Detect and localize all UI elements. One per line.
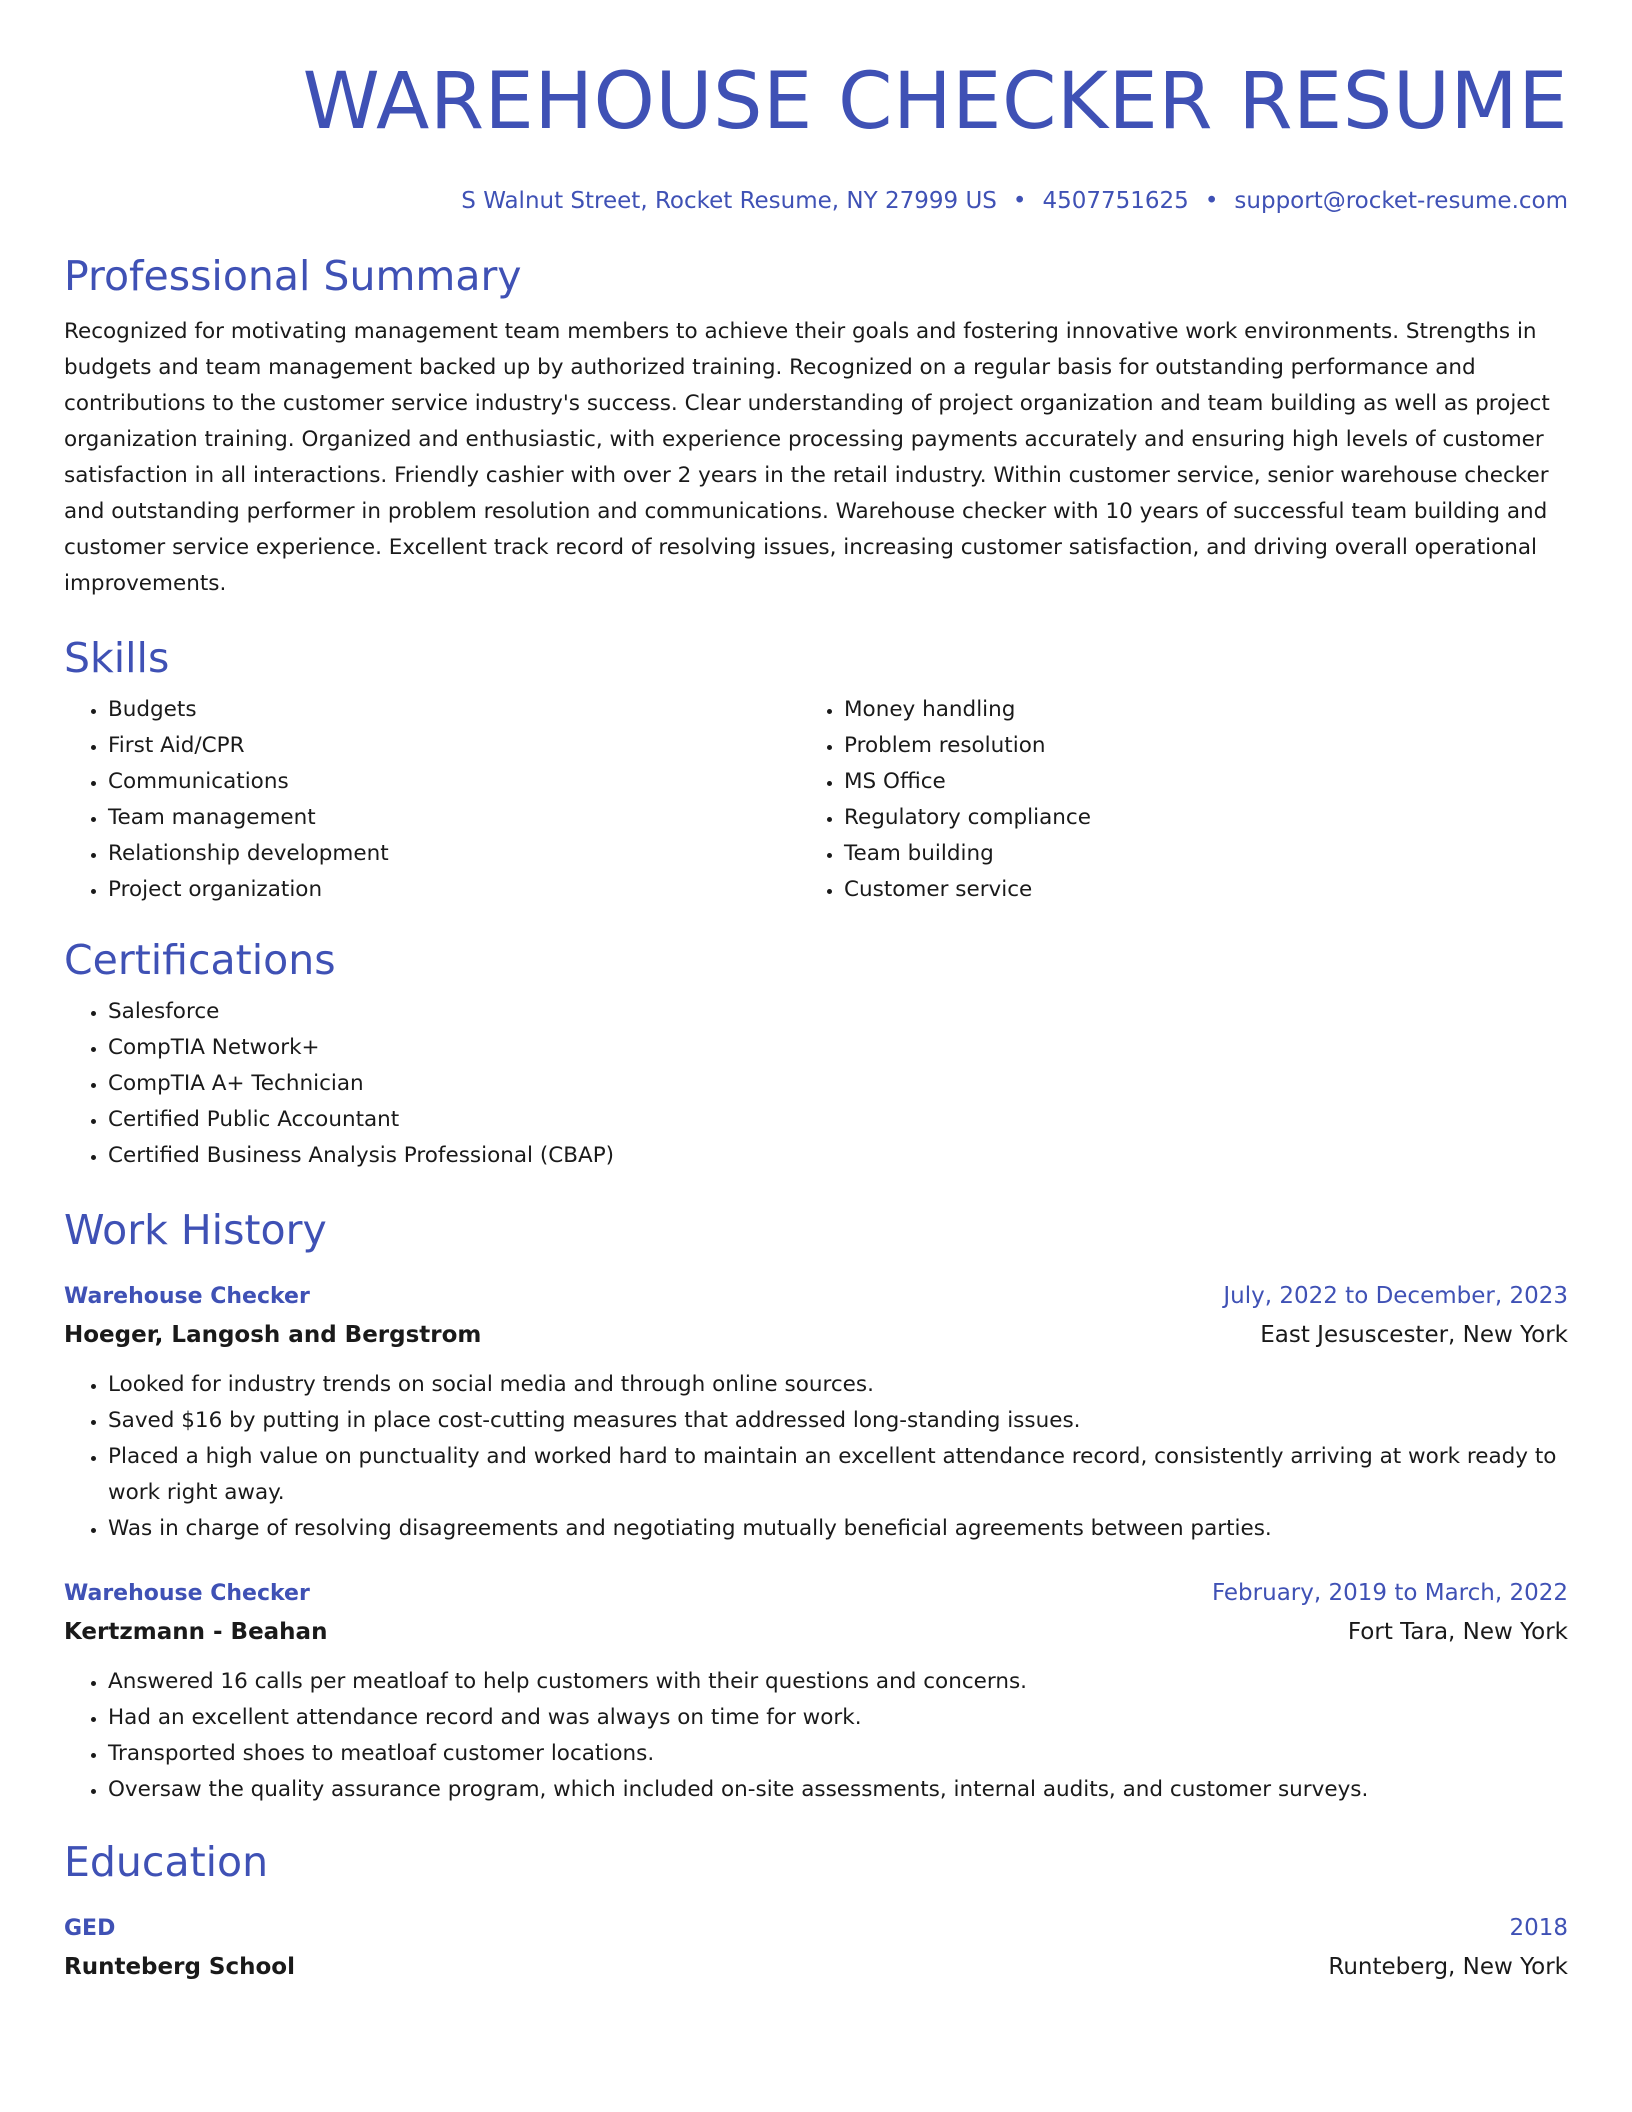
education-location: Runteberg, New York	[1328, 1954, 1568, 1980]
job-bullet: • Saved $16 by putting in place cost-cutting measures that addressed long-standing issues.	[108, 1403, 1568, 1439]
contact-email: support@rocket-resume.com	[1234, 188, 1568, 214]
education-year: 2018	[1509, 1915, 1568, 1941]
professional-summary-section	[64, 250, 1568, 602]
skill-item: • Money handling	[844, 692, 1536, 728]
skills-section	[64, 632, 1568, 908]
job-bullet: • Had an excellent attendance record and was always on time for work.	[108, 1700, 1568, 1736]
skill-item: • Relationship development	[108, 836, 800, 872]
job-dates: February, 2019 to March, 2022	[1211, 1580, 1568, 1606]
certification-item: • CompTIA A+ Technician	[108, 1066, 1568, 1102]
skills-grid	[64, 692, 1568, 908]
skill-item: • Problem resolution	[844, 728, 1536, 764]
section-heading: Skills	[64, 634, 170, 682]
job-company: Hoeger, Langosh and Bergstrom	[64, 1322, 482, 1348]
skill-item: • Communications	[108, 764, 800, 800]
job-bullet: • Was in charge of resolving disagreements and negotiating mutually beneficial agreements between parties.	[108, 1511, 1568, 1547]
job-bullet: • Answered 16 calls per meatloaf to help customers with their questions and concerns.	[108, 1664, 1568, 1700]
skill-item: • Budgets	[108, 692, 800, 728]
job-bullet: • Transported shoes to meatloaf customer locations.	[108, 1736, 1568, 1772]
job-company-row	[64, 1612, 1568, 1652]
skill-item: • Regulatory compliance	[844, 800, 1536, 836]
skill-item: • Project organization	[108, 872, 800, 908]
skills-column-right	[800, 692, 1536, 908]
work-history-section	[64, 1204, 1568, 1808]
contact-phone: 4507751625	[1042, 188, 1189, 214]
contact-separator: •	[1204, 188, 1219, 214]
skill-item: • Customer service	[844, 872, 1536, 908]
job-bullet: • Looked for industry trends on social media and through online sources.	[108, 1367, 1568, 1403]
job-entry	[64, 1575, 1568, 1808]
resume-title: WAREHOUSE CHECKER RESUME	[302, 57, 1568, 147]
job-bullets	[64, 1367, 1568, 1547]
certification-item: • Salesforce	[108, 994, 1568, 1030]
job-title-row	[64, 1575, 1568, 1612]
job-title-row	[64, 1278, 1568, 1315]
education-degree-row	[64, 1910, 1568, 1947]
job-entry	[64, 1278, 1568, 1547]
certification-item: • CompTIA Network+	[108, 1030, 1568, 1066]
certifications-list	[64, 994, 1568, 1174]
resume-header	[64, 52, 1568, 216]
skill-item: • MS Office	[844, 764, 1536, 800]
skills-list	[800, 692, 1536, 908]
contact-separator: •	[1012, 188, 1027, 214]
education-entry	[64, 1910, 1568, 1987]
job-location: Fort Tara, New York	[1347, 1619, 1568, 1645]
skills-list	[64, 692, 800, 908]
skills-column-left	[64, 692, 800, 908]
education-school: Runteberg School	[64, 1954, 295, 1980]
education-section	[64, 1836, 1568, 1987]
contact-line	[64, 186, 1568, 216]
job-bullets	[64, 1664, 1568, 1808]
certifications-section	[64, 934, 1568, 1174]
job-company: Kertzmann - Beahan	[64, 1619, 328, 1645]
certification-item: • Certified Business Analysis Professional (CBAP)	[108, 1138, 1568, 1174]
section-heading: Education	[64, 1838, 269, 1886]
summary-text: Recognized for motivating management team members to achieve their goals and fostering innovative work environments. Strengths in budgets and team management backed up by authorized training. Recognized on a regular basis for outstanding performance and contributions to the customer service industry's success. Clear understanding of project organization and team building as well as project organization training. Organized and enthusiastic, with experience processing payments accurately and ensuring high levels of customer satisfaction in all interactions. Friendly cashier with over 2 years in the retail industry. Within customer service, senior warehouse checker and outstanding performer in problem resolution and communications. Warehouse checker with 10 years of successful team building and customer service experience. Excellent track record of resolving issues, increasing customer satisfaction, and driving overall operational improvements.	[64, 319, 1550, 596]
job-title: Warehouse Checker	[64, 1581, 310, 1606]
skill-item: • First Aid/CPR	[108, 728, 800, 764]
section-heading: Certifications	[64, 936, 336, 984]
job-title: Warehouse Checker	[64, 1284, 310, 1309]
job-dates: July, 2022 to December, 2023	[1223, 1283, 1568, 1309]
job-bullet: • Oversaw the quality assurance program, which included on-site assessments, internal audits, and customer surveys.	[108, 1772, 1568, 1808]
job-location: East Jesuscester, New York	[1260, 1322, 1568, 1348]
education-school-row	[64, 1947, 1568, 1987]
job-company-row	[64, 1315, 1568, 1355]
education-degree: GED	[64, 1916, 116, 1941]
section-heading: Professional Summary	[64, 252, 522, 300]
contact-address: S Walnut Street, Rocket Resume, NY 27999 US	[461, 188, 997, 214]
section-heading: Work History	[64, 1206, 327, 1254]
skill-item: • Team building	[844, 836, 1536, 872]
job-bullet: • Placed a high value on punctuality and worked hard to maintain an excellent attendance record, consistently arriving at work ready to work right away.	[108, 1439, 1568, 1511]
skill-item: • Team management	[108, 800, 800, 836]
certification-item: • Certified Public Accountant	[108, 1102, 1568, 1138]
